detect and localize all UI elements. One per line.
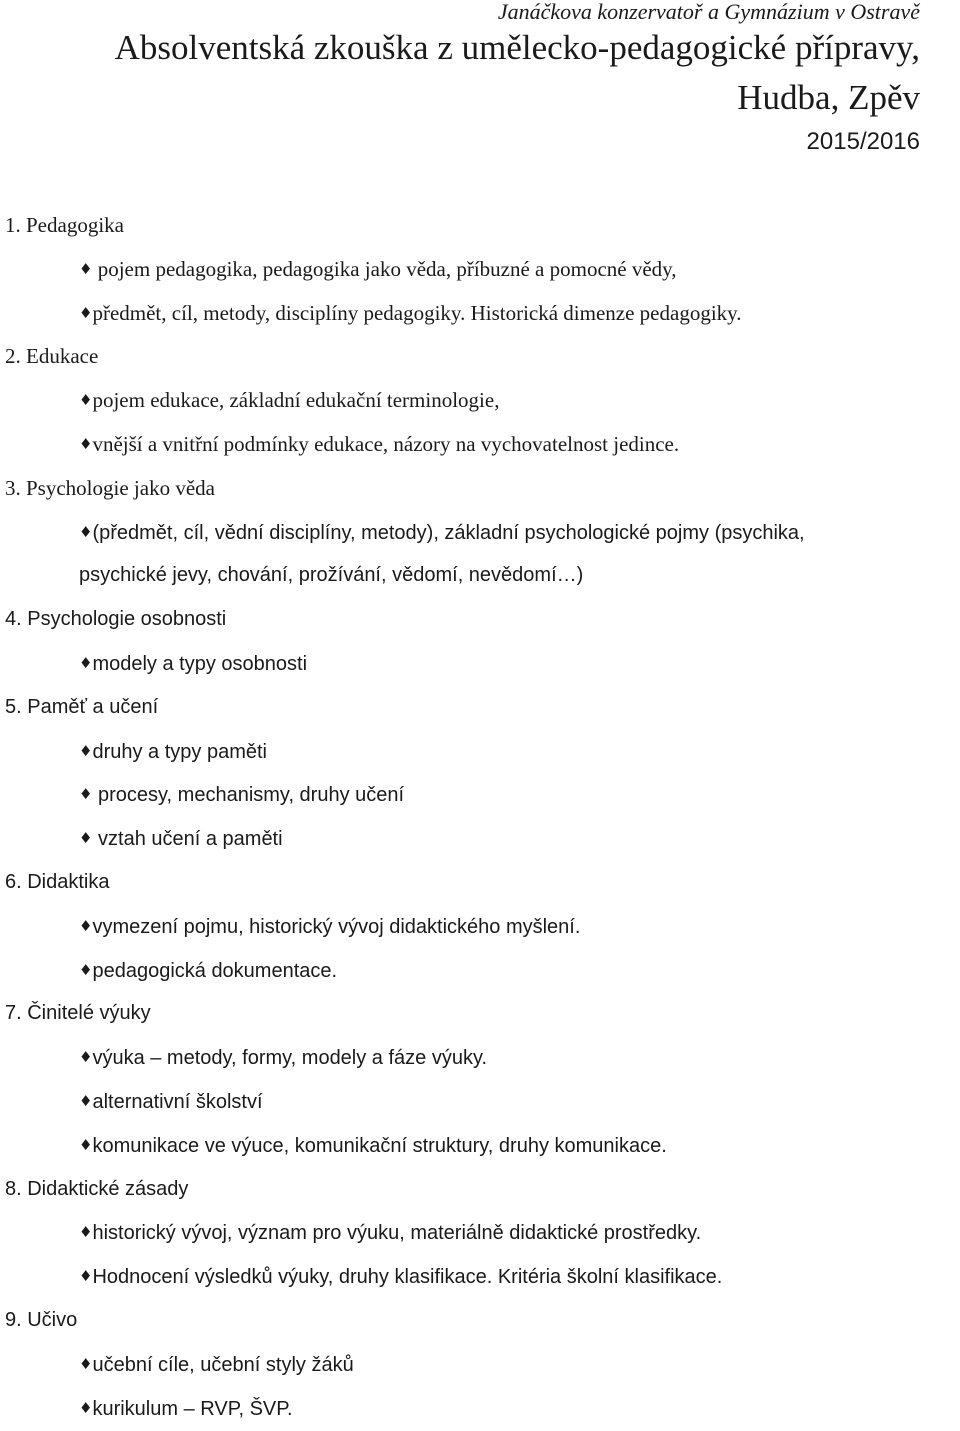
document-header <box>20 0 920 157</box>
list-item: ♦modely a typy osobnosti <box>79 652 308 675</box>
diamond-bullet-icon: ♦ <box>79 1354 93 1373</box>
diamond-bullet-icon: ♦ <box>79 1398 93 1417</box>
diamond-bullet-icon: ♦ <box>79 522 93 541</box>
section-psychologie-osobnosti <box>0 598 960 686</box>
list-item-continuation: psychické jevy, chování, prožívání, vědomí, nevědomí…) <box>79 564 584 587</box>
list-item: ♦druhy a typy paměti <box>79 740 267 763</box>
exam-title: Absolventská zkouška z umělecko-pedagogické přípravy, <box>114 28 920 67</box>
diamond-bullet-icon: ♦ <box>79 259 93 278</box>
list-item: ♦pojem edukace, základní edukační terminologie, <box>79 388 500 413</box>
list-item: ♦(předmět, cíl, vědní disciplíny, metody), základní psychologické pojmy (psychika, <box>79 521 805 544</box>
diamond-bullet-icon: ♦ <box>79 785 93 804</box>
diamond-bullet-icon: ♦ <box>79 1135 93 1154</box>
diamond-bullet-icon: ♦ <box>79 916 93 935</box>
diamond-bullet-icon: ♦ <box>79 434 93 453</box>
list-item: ♦vnější a vnitřní podmínky edukace, názory na vychovatelnost jedince. <box>79 431 680 456</box>
diamond-bullet-icon: ♦ <box>79 1091 93 1110</box>
section-edukace <box>0 335 960 466</box>
section-pedagogika <box>0 204 960 335</box>
section-title: 7. Činitelé výuky <box>5 1002 151 1025</box>
section-title: 8. Didaktické zásady <box>5 1177 189 1200</box>
section-ucivo <box>0 1299 960 1430</box>
list-item: ♦alternativní školství <box>79 1090 263 1113</box>
diamond-bullet-icon: ♦ <box>79 1267 93 1286</box>
section-didakticke-zasady <box>0 1168 960 1299</box>
list-item: ♦ vztah učení a paměti <box>79 828 283 851</box>
section-psychologie-jako-veda <box>0 467 960 598</box>
diamond-bullet-icon: ♦ <box>79 960 93 979</box>
diamond-bullet-icon: ♦ <box>79 391 93 410</box>
list-item: ♦Hodnocení výsledků výuky, druhy klasifikace. Kritéria školní klasifikace. <box>79 1266 723 1289</box>
school-year: 2015/2016 <box>806 128 920 155</box>
list-item: ♦výuka – metody, formy, modely a fáze výuky. <box>79 1047 488 1070</box>
list-item: ♦ procesy, mechanismy, druhy učení <box>79 784 405 807</box>
topic-list <box>0 204 960 1430</box>
diamond-bullet-icon: ♦ <box>79 1048 93 1067</box>
section-title: 5. Paměť a učení <box>5 695 159 718</box>
section-cinitele-vyuky <box>0 992 960 1167</box>
list-item: ♦pedagogická dokumentace. <box>79 959 338 982</box>
diamond-bullet-icon: ♦ <box>79 653 93 672</box>
section-didaktika <box>0 861 960 992</box>
section-title: 4. Psychologie osobnosti <box>5 608 227 631</box>
list-item: ♦historický vývoj, význam pro výuku, materiálně didaktické prostředky. <box>79 1222 702 1245</box>
list-item: ♦vymezení pojmu, historický vývoj didaktického myšlení. <box>79 915 581 938</box>
exam-subtitle: Hudba, Zpěv <box>737 78 920 117</box>
list-item: ♦učební cíle, učební styly žáků <box>79 1353 354 1376</box>
section-title: 6. Didaktika <box>5 870 110 893</box>
diamond-bullet-icon: ♦ <box>79 829 93 848</box>
list-item: ♦kurikulum – RVP, ŠVP. <box>79 1397 293 1420</box>
list-item: ♦komunikace ve výuce, komunikační struktury, druhy komunikace. <box>79 1134 667 1157</box>
diamond-bullet-icon: ♦ <box>79 303 93 322</box>
section-title: 2. Edukace <box>5 344 99 369</box>
section-title: 1. Pedagogika <box>5 213 124 237</box>
section-pamet-a-uceni <box>0 686 960 861</box>
list-item: ♦předmět, cíl, metody, disciplíny pedagogiky. Historická dimenze pedagogiky. <box>79 300 742 325</box>
section-title: 3. Psychologie jako věda <box>5 475 215 500</box>
list-item: ♦ pojem pedagogika, pedagogika jako věda, příbuzné a pomocné vědy, <box>79 256 677 281</box>
section-title: 9. Učivo <box>5 1308 78 1331</box>
school-name: Janáčkova konzervatoř a Gymnázium v Ostravě <box>497 0 920 24</box>
diamond-bullet-icon: ♦ <box>79 1223 93 1242</box>
diamond-bullet-icon: ♦ <box>79 741 93 760</box>
